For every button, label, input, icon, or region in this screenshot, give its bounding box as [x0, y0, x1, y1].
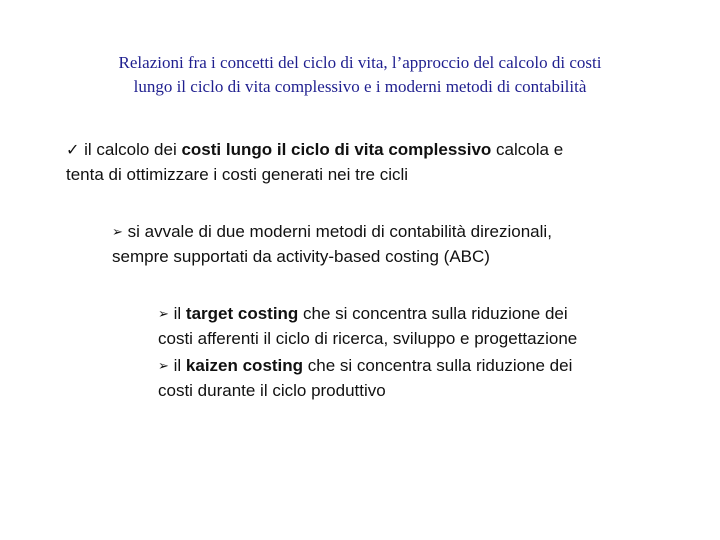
checkmark-icon: ✓: [66, 142, 80, 159]
point-target-costing: [158, 302, 577, 351]
title-line-2: lungo il ciclo di vita complessivo e i moderni metodi di contabilità: [133, 77, 587, 96]
point-1-text-post: calcola e: [491, 140, 564, 159]
point-1-text-pre: il calcolo dei: [79, 140, 182, 159]
point-3-line-2: costi afferenti il ciclo di ricerca, sviluppo e progettazione: [158, 329, 578, 348]
point-4-line-2: costi durante il ciclo produttivo: [158, 381, 386, 400]
slide-title: [40, 51, 680, 99]
point-4-text-pre: il: [168, 356, 186, 375]
point-4-text-post: che si concentra sulla riduzione dei: [303, 356, 573, 375]
point-3-text-post: che si concentra sulla riduzione dei: [298, 304, 568, 323]
point-lifecycle-costing: [66, 138, 563, 187]
point-3-text-bold: target costing: [185, 304, 299, 323]
point-management-accounting: [112, 220, 552, 269]
point-1-line-2: tenta di ottimizzare i costi generati nei tre cicli: [66, 165, 409, 184]
point-kaizen-costing: [158, 354, 572, 403]
title-line-1: Relazioni fra i concetti del ciclo di vita, l’approccio del calcolo di costi: [118, 53, 602, 72]
point-2-line-1: [112, 220, 552, 245]
arrow-bullet-icon: ➢: [158, 306, 169, 321]
arrow-bullet-icon: ➢: [158, 358, 169, 373]
point-3-line-1: [158, 302, 577, 327]
arrow-bullet-icon: ➢: [112, 224, 123, 239]
point-4-line-1: [158, 354, 572, 379]
point-2-line-2: sempre supportati da activity-based costing (ABC): [112, 247, 490, 266]
point-4-text-bold: kaizen costing: [185, 356, 304, 375]
point-2-text: si avvale di due moderni metodi di contabilità direzionali,: [122, 222, 552, 241]
point-3-text-pre: il: [168, 304, 186, 323]
point-1-text-bold: costi lungo il ciclo di vita complessivo: [181, 140, 492, 159]
point-1-line-1: [66, 138, 563, 163]
